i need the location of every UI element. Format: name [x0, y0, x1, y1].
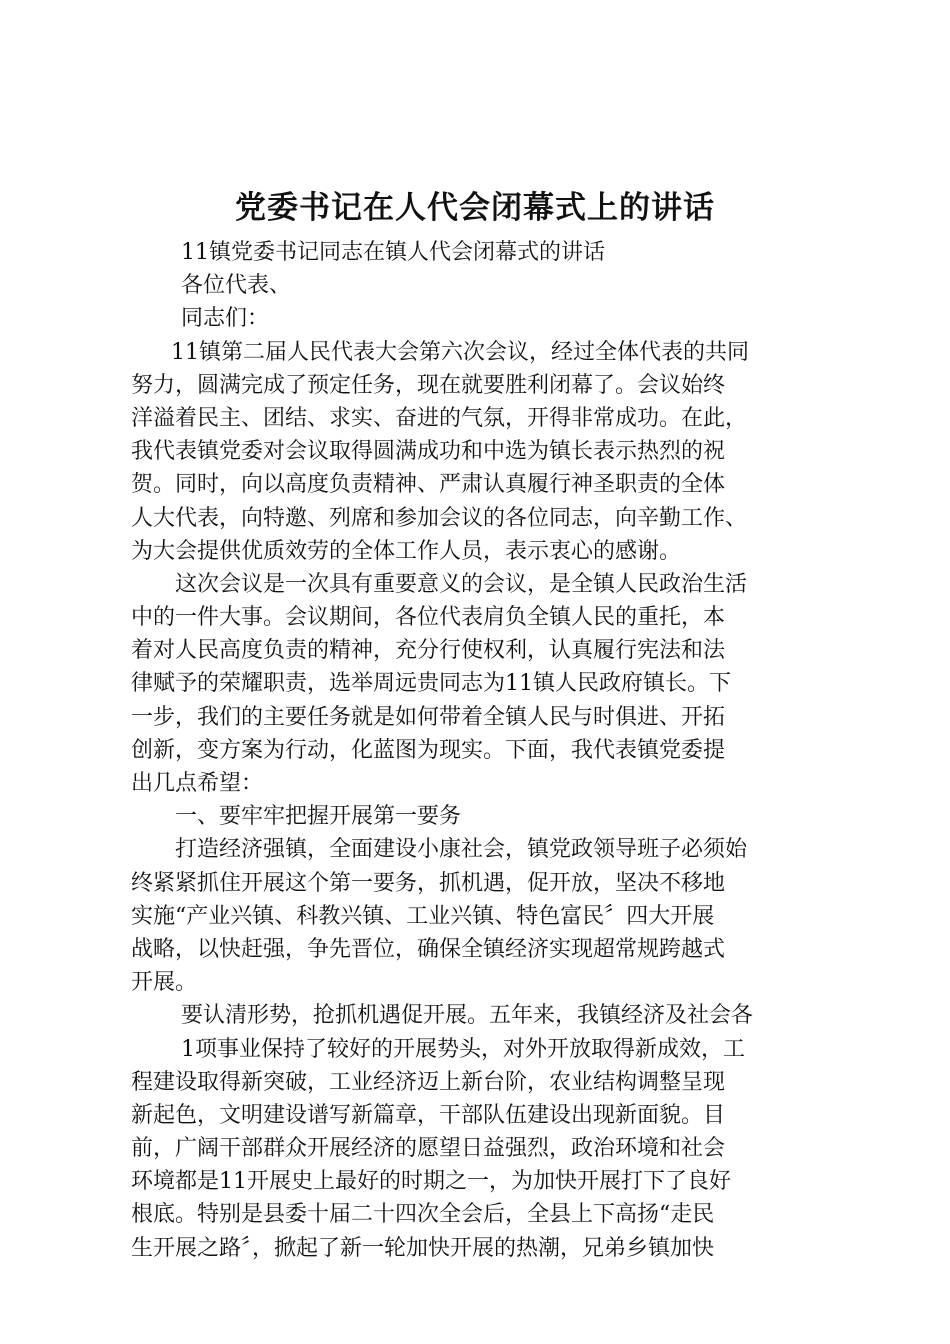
salutation-line: 同志们： — [181, 306, 270, 332]
paragraph-line: 前，广阔干部群众开展经济的愿望日益强烈，政治环境和社会 — [131, 1136, 726, 1162]
paragraph-line: 一步，我们的主要任务就是如何带着全镇人民与时俱进、开拓 — [131, 704, 726, 730]
paragraph-line: 实施“产业兴镇、科教兴镇、工业兴镇、特色富民〞四大开展 — [131, 903, 715, 929]
paragraph-line: 根底。特别是县委十届二十四次全会后，全县上下高扬“走民 — [131, 1202, 715, 1228]
paragraph-line: 生开展之路〞，掀起了新一轮加快开展的热潮，兄弟乡镇加快 — [131, 1235, 715, 1261]
paragraph-line: 打造经济强镇，全面建设小康社会，镇党政领导班子必须始 — [175, 837, 748, 863]
paragraph-line: 中的一件大事。会议期间，各位代表肩负全镇人民的重托，本 — [131, 605, 726, 631]
paragraph-line: 人大代表，向特邀、列席和参加会议的各位同志，向辛勤工作、 — [131, 505, 748, 531]
paragraph-line: 战略，以快赶强，争先晋位，确保全镇经济实现超常规跨越式 — [131, 936, 726, 962]
paragraph-line: 着对人民高度负责的精神，充分行使权利，认真履行宪法和法 — [131, 638, 726, 664]
paragraph-line: 为大会提供优质效劳的全体工作人员，表示衷心的感谢。 — [131, 538, 682, 564]
paragraph-line: 律赋予的荣耀职责，选举周远贵同志为11镇人民政府镇长。下 — [131, 671, 731, 697]
paragraph-line: 这次会议是一次具有重要意义的会议，是全镇人民政治生活 — [175, 571, 748, 597]
document-title: 党委书记在人代会闭幕式上的讲话 — [235, 190, 715, 226]
paragraph-line: 努力，圆满完成了预定任务，现在就要胜利闭幕了。会议始终 — [131, 372, 726, 398]
paragraph-line: 我代表镇党委对会议取得圆满成功和中选为镇长表示热烈的祝 — [131, 439, 726, 465]
paragraph-line: 创新，变方案为行动，化蓝图为现实。下面，我代表镇党委提 — [131, 737, 726, 763]
paragraph-line: 洋溢着民主、团结、求实、奋进的气氛，开得非常成功。在此， — [131, 405, 748, 431]
paragraph-line: 环境都是11开展史上最好的时期之一，为加快开展打下了良好 — [131, 1169, 731, 1195]
paragraph-line: 要认清形势，抢抓机遇促开展。五年来，我镇经济及社会各 — [181, 1003, 754, 1029]
paragraph-line: 终紧紧抓住开展这个第一要务，抓机遇，促开放，坚决不移地 — [131, 870, 726, 896]
subtitle-line: 11镇党委书记同志在镇人代会闭幕式的讲话 — [181, 240, 605, 265]
paragraph-line: 程建设取得新突破，工业经济迈上新台阶，农业结构调整呈现 — [131, 1069, 726, 1095]
salutation-line: 各位代表、 — [181, 273, 292, 299]
section-heading: 一、要牢牢把握开展第一要务 — [175, 804, 462, 830]
paragraph-line: 开展。 — [131, 970, 198, 996]
paragraph-line: 贺。同时，向以高度负责精神、严肃认真履行神圣职责的全体 — [131, 472, 726, 498]
document-body — [131, 236, 851, 1265]
paragraph-line: 新起色，文明建设谱写新篇章，干部队伍建设出现新面貌。目 — [131, 1102, 726, 1128]
paragraph-line: 11镇第二届人民代表大会第六次会议，经过全体代表的共同 — [171, 339, 749, 365]
paragraph-line: 1项事业保持了较好的开展势头，对外开放取得新成效，工 — [181, 1036, 745, 1062]
paragraph-line: 出几点希望： — [131, 771, 264, 796]
